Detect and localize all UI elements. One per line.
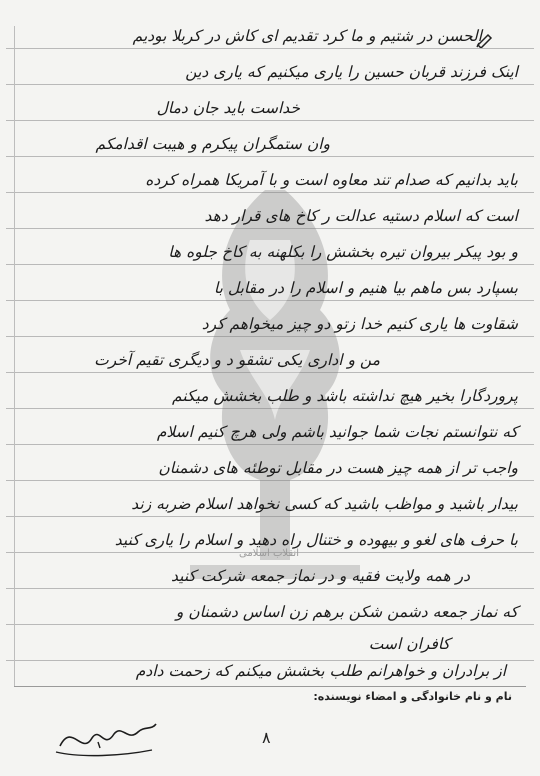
letter-line: با حرف های لغو و بیهوده و ختنال راه دهید و اسلام را یاری کنید [114, 531, 518, 549]
letter-line: بیدار باشید و مواظب باشید که کسی نخواهد اسلام ضربه زند [131, 495, 518, 513]
letter-line: خداست باید جان دمال [156, 99, 300, 117]
letter-line: بسپارد بس ماهم بیا هنیم و اسلام را در مقابل با [213, 279, 518, 297]
letter-line: و بود پیکر بیروان تیره بخشش را بکلهنه به کاخ جلوه ها [168, 243, 518, 261]
handwritten-signature [52, 712, 162, 760]
ruled-line [6, 660, 534, 661]
margin-line [14, 26, 15, 686]
page-number: ۸ [262, 728, 271, 747]
letter-line: اینک فرزند قربان حسین را یاری میکنیم که یاری دین [185, 63, 518, 81]
letter-line: است که اسلام دستیه عدالت ر کاخ های قرار دهد [204, 207, 518, 225]
letter-line: که نماز جمعه دشمن شکن برهم زن اساس دشمنان و [175, 603, 518, 621]
letter-line: وان ستمگران پیکرم و هیبت اقدامکم [95, 135, 330, 153]
letter-line: شقاوت ها یاری کنیم خدا زتو دو چیز میخواهم کرد [201, 315, 518, 333]
letter-line: کافران است [368, 635, 450, 653]
letter-line: من و اداری یکی تشقو د و دیگری تقیم آخرت [94, 351, 380, 369]
ruled-line [6, 624, 534, 625]
letter-line: پروردگارا بخیر هیچ نداشته باشد و طلب بخشش میکنم [172, 387, 518, 405]
watermark-text: انقلاب اسلامی [239, 548, 299, 559]
signature-label: نام و نام خانوادگی و امضاء نویسنده: [313, 690, 512, 703]
ruled-line [6, 156, 534, 157]
letter-line: در همه ولایت فقیه و در نماز جمعه شرکت کنید [171, 567, 470, 585]
ruled-line [6, 48, 534, 49]
letter-line: الحسن در شتیم و ما کرد تقدیم ای کاش در کربلا بودیم [132, 27, 482, 45]
letter-line: که نتوانستم نجات شما جوانید باشم ولی هرچ کنیم اسلام [156, 423, 518, 441]
letter-line: واجب تر از همه چیز هست در مقابل توطئه های دشمنان [158, 459, 518, 477]
ruled-line [6, 84, 534, 85]
letter-line: باید بدانیم که صدام تند معاوه است و با آمریکا همراه کرده [145, 171, 518, 189]
ruled-line [6, 120, 534, 121]
letter-closing: از برادران و خواهرانم طلب بخشش میکنم که زحمت دادم [135, 662, 506, 680]
